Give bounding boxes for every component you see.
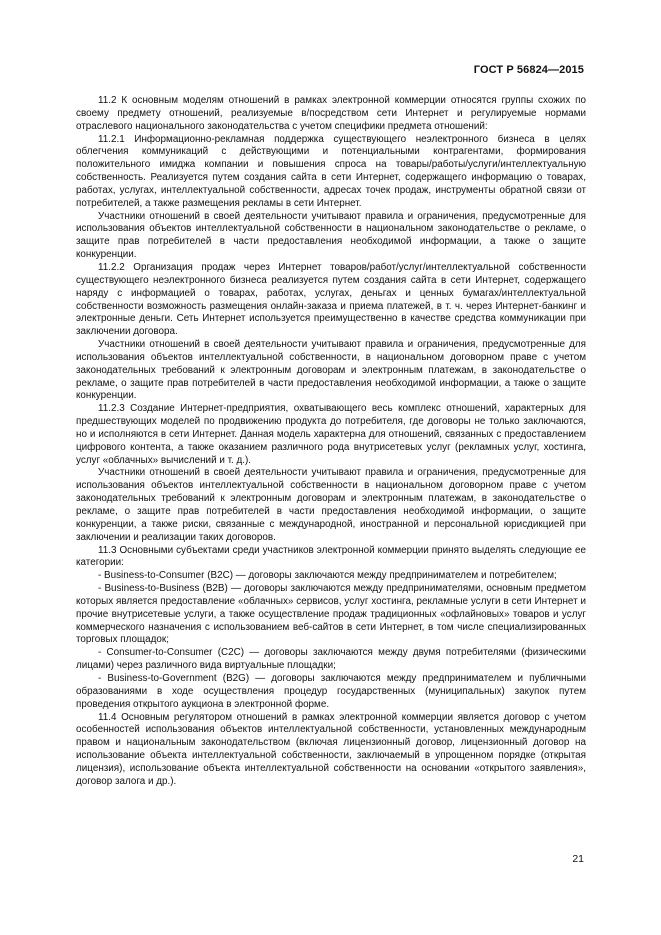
paragraph-participants-1: Участники отношений в своей деятельности учитывают правила и ограничения, предусмотренные для использования объектов интеллектуальной собственности в национальном законодательстве о рекламе, о защите прав потребителей в части предоставления необходимой информации, а также о защите конкуренции. (76, 210, 586, 261)
paragraph-11-2-3: 11.2.3 Создание Интернет-предприятия, охватывающего весь комплекс отношений, характерных для предшествующих моделей по продвижению продукта до потребителя, где договоры не только заключаются, но и исполняются в сети Интернет. Данная модель характерна для отношений, связанных с предоставлением цифрового контента, а также оказанием различного рода внутрисетевых услуг (рекламных услуг, хостинга, услуг «облачных» вычислений и т. д.). (76, 403, 586, 466)
paragraph-participants-3: Участники отношений в своей деятельности учитывают правила и ограничения, предусмотренные для использования объектов интеллектуальной собственности в национальном договорном праве с учетом законодательных требований к электронным договорам и электронным платежам, в законодательстве о рекламе, о защите прав потребителей в части предоставления необходимой информации, о защите конкуренции, а также риски, связанные с международной, иностранной и персональной юрисдикцией при заключении и реализации таких договоров. (76, 467, 586, 543)
list-item-b2g: - Business-to-Government (B2G) — договоры заключаются между предпринимателем и публичными образованиями в ходе осуществления процедур государственных (муниципальных) закупок путем проведения открытого аукциона в электронной форме. (76, 672, 586, 710)
document-body (76, 95, 586, 789)
page-number: 21 (572, 853, 584, 865)
list-item-c2c: - Consumer-to-Consumer (C2C) — договоры заключаются между двумя потребителями (физическими лицами) через различного вида виртуальные площадки; (76, 647, 586, 672)
paragraph-participants-2: Участники отношений в своей деятельности учитывают правила и ограничения, предусмотренные для использования объектов интеллектуальной собственности, в национальном договорном праве с учетом законодательных требований к электронным договорам и электронным платежам, в законодательстве о рекламе, о защите прав потребителей в части предоставления необходимой информации, а также о защите конкуренции. (76, 339, 586, 402)
list-item-b2c: - Business-to-Consumer (B2C) — договоры заключаются между предпринимателем и потребителем; (98, 570, 557, 582)
list-item-b2b: - Business-to-Business (B2B) — договоры заключаются между предпринимателями, основным предметом которых является предоставление «облачных» сервисов, услуг хостинга, рекламные услуги в сети Интернет и прочие внутрисетевые услуги, а также осуществление продаж традиционных «офлайновых» товаров и услуг коммерческого назначения с использованием веб-сайтов в сети Интернет, в том числе специализированных торговых площадок; (76, 583, 586, 646)
document-header: ГОСТ Р 56824—2015 (473, 64, 584, 76)
paragraph-11-2-2: 11.2.2 Организация продаж через Интернет товаров/работ/услуг/интеллектуальной собственности существующего неэлектронного бизнеса реализуется путем создания сайта в сети Интернет, содержащего наряду с информацией о товарах, работах, услугах, деньгах и ценных бумагах/интеллектуальной собственности возможность размещения онлайн-заказа и приема платежей, в т. ч. через Интернет-банкинг и электронные деньги. Сеть Интернет используется преимущественно в качестве средства коммуникации при заключении договора. (76, 261, 586, 338)
paragraph-11-3: 11.3 Основными субъектами среди участников электронной коммерции принято выделять следующие ее категории: (76, 544, 586, 569)
paragraph-11-2-1: 11.2.1 Информационно-рекламная поддержка существующего неэлектронного бизнеса в целях облегчения коммуникаций с действующими и потенциальными контрагентами, формирования положительного имиджа компании и повышения спроса на товары/работы/услуги/интеллектуальную собственность. Реализуется путем создания сайта в сети Интернет, содержащего информацию о товарах, работах, услугах, интеллектуальной собственности, адресах точек продаж, инструменты обратной связи от потребителей, а также размещения рекламы в сети Интернет. (76, 133, 586, 209)
paragraph-11-2: 11.2 К основным моделям отношений в рамках электронной коммерции относятся группы схожих по своему предмету отношений, реализуемые в/посредством сети Интернет и регулируемые нормами отраслевого национального законодательства с учетом специфики предмета отношений: (76, 95, 586, 132)
paragraph-11-4: 11.4 Основным регулятором отношений в рамках электронной коммерции является договор с учетом особенностей использования объектов интеллектуальной собственности, установленных международным правом и национальным законодательством (включая лицензионный договор, лицензионный договор на использование объекта интеллектуальной собственности, заключаемый в упрощенном порядке (открытая лицензия), использование объекта интеллектуальной собственности на основании «открытого заявления», договор залога и др.). (76, 711, 586, 787)
